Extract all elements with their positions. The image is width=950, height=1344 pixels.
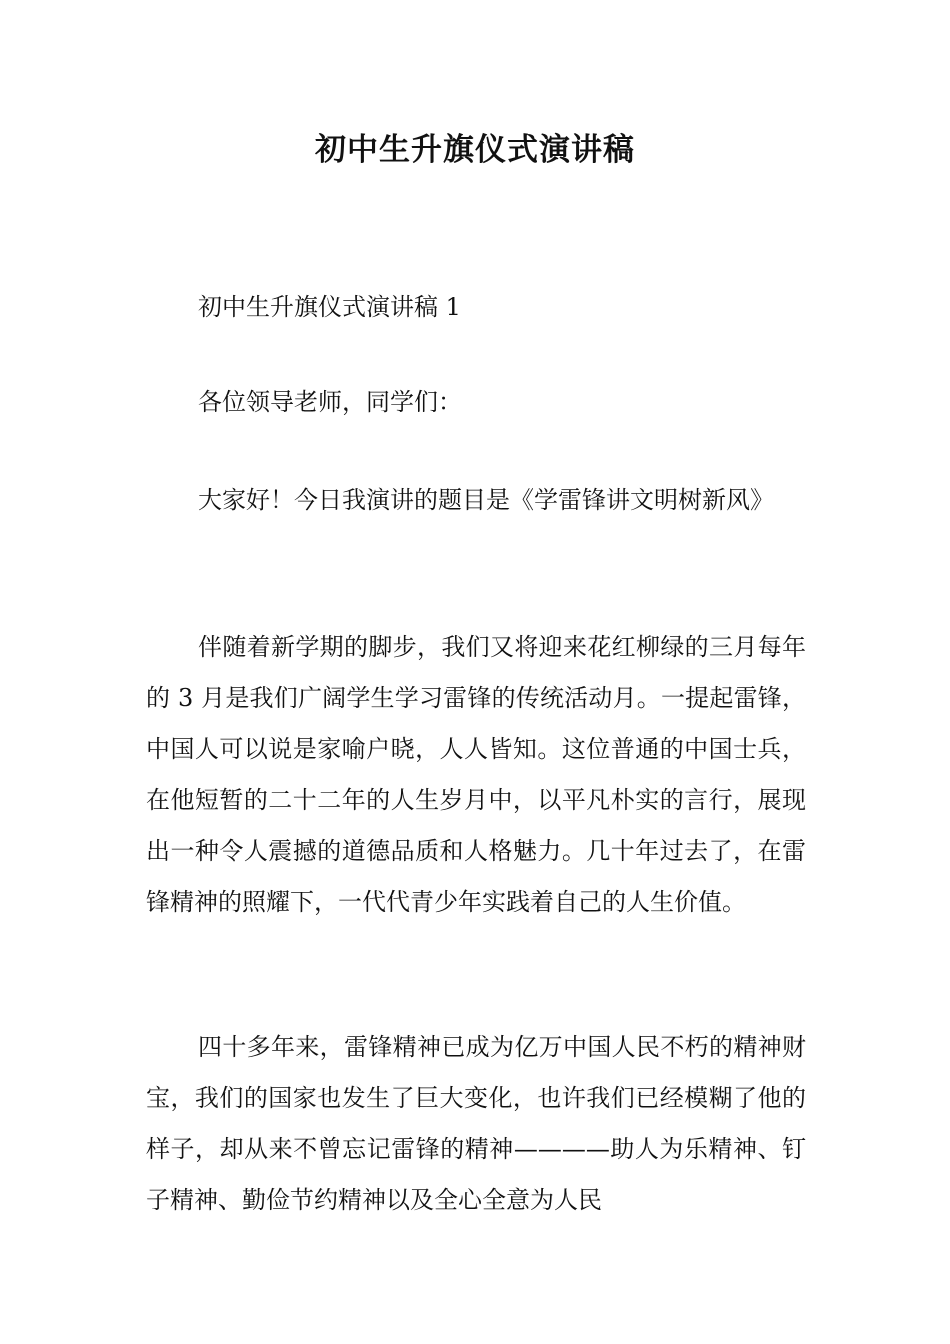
paragraph-leifeng-month: 伴随着新学期的脚步，我们又将迎来花红柳绿的三月每年的 3 月是我们广阔学生学习雷锋的传统活动月。一提起雷锋，中国人可以说是家喻户晓，人人皆知。这位普通的中国士兵，在他短暂的二十二年的人生岁月中，以平凡朴实的言行，展现出一种令人震撼的道德品质和人格魅力。几十年过去了，在雷锋精神的照耀下，一代代青少年实践着自己的人生价值。 <box>146 633 806 916</box>
paragraph-leifeng-spirit: 四十多年来，雷锋精神已成为亿万中国人民不朽的精神财宝，我们的国家也发生了巨大变化，也许我们已经模糊了他的样子，却从来不曾忘记雷锋的精神————助人为乐精神、钉子精神、勤俭节约精神以及全心全意为人民 <box>146 1033 806 1214</box>
document-title: 初中生升旗仪式演讲稿 <box>315 132 635 168</box>
speech-greeting: 各位领导老师，同学们： <box>198 388 462 416</box>
paragraph-intro: 大家好！今日我演讲的题目是《学雷锋讲文明树新风》 <box>198 486 774 514</box>
speech-subtitle: 初中生升旗仪式演讲稿 1 <box>198 293 461 321</box>
